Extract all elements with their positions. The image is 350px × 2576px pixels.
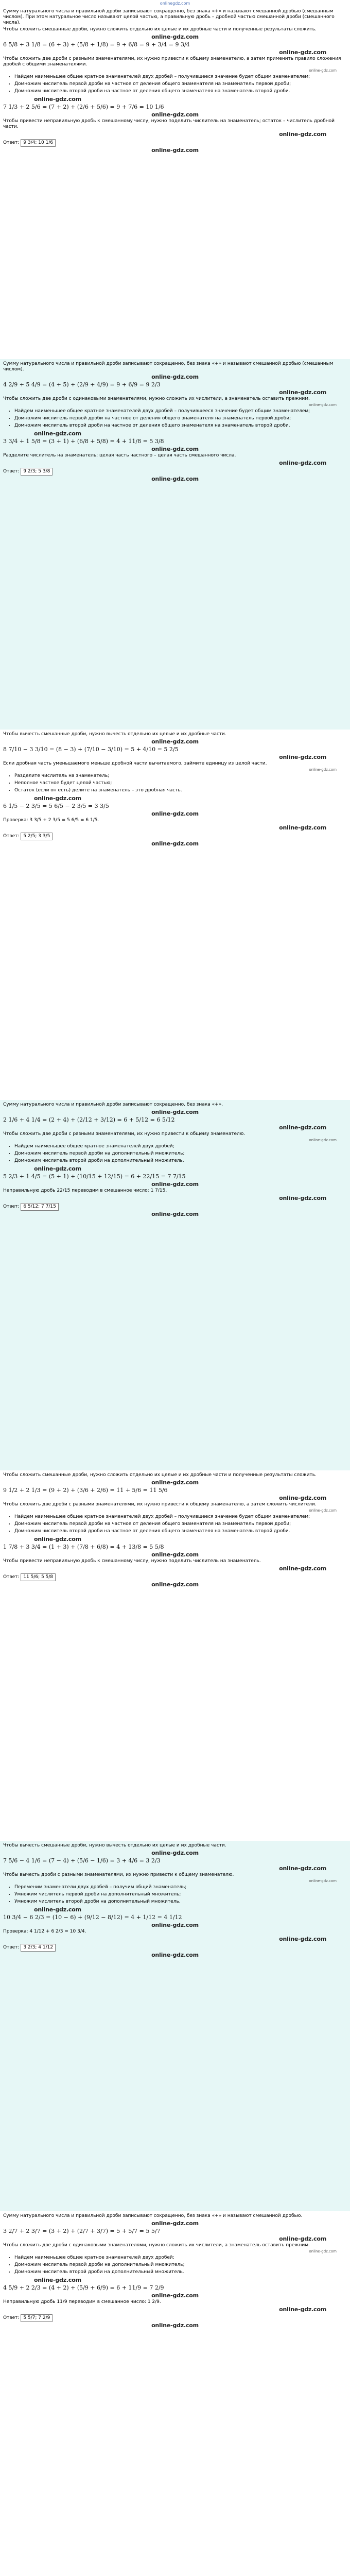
steps-list [3,773,347,793]
list-item: • Найдем наименьшее общее кратное знаменателей двух дробей – получившееся значение будет общим знаменателем; [14,409,347,414]
watermark: online-gdz.com [279,131,326,138]
solution-section [0,359,350,730]
list-item: • Умножим числитель второй дроби на дополнительный множитель. [14,1899,347,1905]
watermark: online-gdz.com [151,840,199,847]
watermark: online-gdz.com [151,1109,199,1115]
watermark: online-gdz.com [151,1922,199,1928]
watermark: online-gdz.com [151,2292,199,2299]
list-item: • Переменим знаменатели двух дробей – получим общий знаменатель; [14,1885,347,1890]
answer-label: Ответ: [3,2315,20,2320]
list-item: • Неполное частное будет целой частью; [14,781,347,786]
site-header[interactable]: onlinegdz.com [160,1,190,6]
watermark: online-gdz.com [34,96,81,103]
answer-label: Ответ: [3,1574,20,1580]
watermark-small: online-gdz.com [309,1879,337,1883]
rule-paragraph: Чтобы сложить две дроби с разными знаменателями, их нужно привести к общему знаменателю, а затем применить правило сложения дробей с общими знаменателями. [3,56,341,67]
list-item: • Домножим числитель второй дроби на частное от деления общего знаменателя на знаменатель второй дроби. [14,1529,347,1534]
steps-list [3,1144,347,1164]
list-item: • Умножим числитель первой дроби на дополнительный множитель; [14,1892,347,1897]
rule-paragraph: Чтобы сложить две дроби с одинаковыми знаменателями, нужно сложить их числители, а знаменатель оставить прежним. [3,396,310,401]
watermark: online-gdz.com [151,738,199,745]
steps-list [3,1514,347,1534]
watermark: online-gdz.com [151,374,199,380]
watermark: online-gdz.com [34,795,81,802]
watermark: online-gdz.com [151,1952,199,1958]
watermark-small: online-gdz.com [309,1509,337,1513]
solution-section [0,1470,350,1841]
answer-line [3,139,347,147]
list-item: • Домножим числитель второй дроби на дополнительный множитель. [14,2269,347,2275]
outro-paragraph: Чтобы привести неправильную дробь к смешанному числу, нужно поделить числитель на знаменатель. [3,1558,261,1564]
answer-line [3,1203,347,1211]
outro-paragraph: Разделите числитель на знаменатель; целая часть частного – целая часть смешанного числа. [3,453,236,458]
solution-section [0,2211,350,2576]
solution-section [0,1841,350,2211]
answer-box: 5 2/5; 3 3/5 [21,833,52,840]
solution-section [0,1100,350,1470]
steps-list [3,74,347,94]
math-expression: 5 2/3 + 1 4/5 = (5 + 1) + (10/15 + 12/15) = 6 + 22/15 = 7 7/15 [3,1173,186,1180]
task-paragraph: Чтобы сложить смешанные дроби, нужно сложить отдельно их целые и их дробные части и полученные результаты сложить. [3,27,317,32]
list-item: • Домножим числитель первой дроби на дополнительный множитель; [14,2262,347,2268]
answer-label: Ответ: [3,834,20,839]
intro-paragraph: Сумму натурального числа и правильной дроби записывают сокращенно, без знака «+» и называют смешанной дробью (смешанным числом). При этом натуральное число называют целой частью, а правильную дробь – дробной частью смешанной дроби (смешанного числа). [3,9,335,25]
math-expression: 10 3/4 − 6 2/3 = (10 − 6) + (9/12 − 8/12) = 4 + 1/12 = 4 1/12 [3,1914,182,1921]
list-item: • Найдем наименьшее общее кратное знаменателей двух дробей; [14,2255,347,2261]
watermark: online-gdz.com [34,1165,81,1172]
watermark-small: online-gdz.com [309,2249,337,2253]
answer-box: 11 5/6; 5 5/8 [21,1573,56,1581]
answer-label: Ответ: [3,469,20,474]
list-item: • Остаток (если он есть) делите на знаменатель – это дробная часть. [14,788,347,793]
math-expression: 2 1/6 + 4 1/4 = (2 + 4) + (2/12 + 3/12) = 6 + 5/12 = 6 5/12 [3,1116,175,1123]
sections-container [0,7,350,2576]
list-item: • Домножим числитель первой дроби на дополнительный множитель; [14,1151,347,1157]
rule-paragraph: Чтобы сложить две дроби с одинаковыми знаменателями, нужно сложить их числители, а знаменатель оставить прежним. [3,2243,310,2248]
math-expression: 9 1/2 + 2 1/3 = (9 + 2) + (3/6 + 2/6) = 11 + 5/6 = 11 5/6 [3,1487,168,1494]
answer-line [3,468,347,476]
watermark: online-gdz.com [151,446,199,452]
answer-box: 5 5/7; 7 2/9 [21,2314,52,2322]
math-expression: 7 5/6 − 4 1/6 = (7 − 4) + (5/6 − 1/6) = 3 + 4/6 = 3 2/3 [3,1857,161,1864]
watermark: online-gdz.com [279,2306,326,2313]
answer-label: Ответ: [3,140,20,145]
steps-list [3,409,347,429]
watermark: online-gdz.com [279,1865,326,1872]
watermark: online-gdz.com [279,824,326,831]
math-expression: 3 3/4 + 1 5/8 = (3 + 1) + (6/8 + 5/8) = 4 + 11/8 = 5 3/8 [3,438,164,445]
math-expression: 1 7/8 + 3 3/4 = (1 + 3) + (7/8 + 6/8) = 4 + 13/8 = 5 5/8 [3,1544,164,1550]
watermark: online-gdz.com [151,33,199,40]
watermark: online-gdz.com [34,430,81,437]
task-paragraph: Чтобы вычесть смешанные дроби, нужно вычесть отдельно их целые и их дробные части. [3,1843,226,1848]
answer-line [3,833,347,840]
watermark: online-gdz.com [151,1581,199,1588]
list-item: • Домножим числитель первой дроби на частное от деления общего знаменателя на знаменатель первой дроби; [14,416,347,421]
math-expression: 4 2/9 + 5 4/9 = (4 + 5) + (2/9 + 4/9) = 9 + 6/9 = 9 2/3 [3,381,161,388]
steps-list [3,1885,347,1905]
watermark: online-gdz.com [279,1495,326,1501]
outro-paragraph: Проверка: 4 1/12 + 6 2/3 = 10 3/4. [3,1929,86,1934]
watermark: online-gdz.com [279,754,326,760]
watermark: online-gdz.com [279,1195,326,1201]
watermark: online-gdz.com [279,2235,326,2242]
list-item: • Найдем наименьшее общее кратное знаменателей двух дробей – получившееся значение будет общим знаменателем; [14,1514,347,1520]
math-expression: 4 5/9 + 2 2/3 = (4 + 2) + (5/9 + 6/9) = 6 + 11/9 = 7 2/9 [3,2284,164,2291]
rule-paragraph: Чтобы вычесть дроби с разными знаменателями, их нужно привести к общему знаменателю. [3,1872,234,1877]
outro-paragraph: Чтобы привести неправильную дробь к смешанному числу, нужно поделить числитель на знаменатель; остаток – числитель дробной части. [3,118,335,129]
watermark: online-gdz.com [151,1181,199,1188]
list-item: • Найдем наименьшее общее кратное знаменателей двух дробей; [14,1144,347,1149]
watermark: online-gdz.com [34,2277,81,2283]
watermark: online-gdz.com [34,1536,81,1543]
answer-box: 3 2/3; 4 1/12 [21,1944,56,1952]
answer-box: 9 2/3; 5 3/8 [21,468,52,476]
watermark: online-gdz.com [279,1124,326,1131]
answer-line [3,1573,347,1581]
outro-paragraph: Неправильную дробь 22/15 переводим в смешанное число: 1 7/15. [3,1188,167,1193]
answer-box: 6 5/12; 7 7/15 [21,1203,59,1211]
task-paragraph: Сумму натурального числа и правильной дроби записывают сокращенно, без знака «+» и называют смешанной дробью (смешанным числом). [3,361,334,372]
answer-label: Ответ: [3,1945,20,1950]
watermark: online-gdz.com [151,2322,199,2329]
task-paragraph: Чтобы вычесть смешанные дроби, нужно вычесть отдельно их целые и их дробные части. [3,732,226,737]
watermark: online-gdz.com [151,111,199,118]
watermark: online-gdz.com [279,49,326,56]
watermark: online-gdz.com [151,810,199,817]
solution-section [0,730,350,1100]
math-expression: 6 1/5 − 2 3/5 = 5 6/5 − 2 3/5 = 3 3/5 [3,803,109,809]
answer-label: Ответ: [3,1204,20,1209]
list-item: • Домножим числитель первой дроби на частное от деления общего знаменателя на знаменатель первой дроби; [14,1521,347,1527]
list-item: • Домножим числитель первой дроби на частное от деления общего знаменателя на знаменатель первой дроби; [14,81,347,87]
outro-paragraph: Проверка: 3 3/5 + 2 3/5 = 5 6/5 = 6 1/5. [3,818,99,823]
rule-paragraph: Если дробная часть уменьшаемого меньше дробной части вычитаемого, займите единицу из целой части. [3,761,267,766]
watermark: online-gdz.com [279,389,326,396]
steps-list [3,2255,347,2275]
watermark: online-gdz.com [279,460,326,466]
list-item: • Домножим числитель второй дроби на частное от деления общего знаменателя на знаменатель второй дроби. [14,423,347,429]
watermark-small: online-gdz.com [309,768,337,772]
watermark-small: online-gdz.com [309,403,337,407]
answer-line [3,2314,347,2322]
rule-paragraph: Чтобы сложить две дроби с разными знаменателями, их нужно привести к общему знаменателю. [3,1131,246,1137]
rule-paragraph: Чтобы сложить две дроби с разными знаменателями, их нужно привести к общему знаменателю, а затем сложить числители. [3,1502,317,1507]
math-expression: 8 7/10 − 3 3/10 = (8 − 3) + (7/10 − 3/10) = 5 + 4/10 = 5 2/5 [3,746,179,753]
math-expression: 3 2/7 + 2 3/7 = (3 + 2) + (2/7 + 3/7) = 5 + 5/7 = 5 5/7 [3,2228,161,2234]
answer-box: 9 3/4; 10 1/6 [21,139,56,147]
watermark: online-gdz.com [279,1565,326,1572]
solution-section [0,7,350,359]
math-expression: 6 5/8 + 3 1/8 = (6 + 3) + (5/8 + 1/8) = 9 + 6/8 = 9 + 3/4 = 9 3/4 [3,41,190,48]
watermark: online-gdz.com [151,476,199,482]
watermark: online-gdz.com [279,1936,326,1942]
task-paragraph: Чтобы сложить смешанные дроби, нужно сложить отдельно их целые и их дробные части и полученные результаты сложить. [3,1472,317,1478]
watermark: online-gdz.com [151,1551,199,1558]
list-item: • Домножим числитель второй дроби на дополнительный множитель. [14,1158,347,1164]
watermark: online-gdz.com [151,1850,199,1856]
watermark-small: online-gdz.com [309,69,337,73]
list-item: • Найдем наименьшее общее кратное знаменателей двух дробей – получившееся значение будет общим знаменателем; [14,74,347,80]
watermark: online-gdz.com [151,2220,199,2227]
task-paragraph: Сумму натурального числа и правильной дроби записывают сокращенно, без знака «+». [3,1102,223,1107]
watermark: online-gdz.com [151,1479,199,1486]
math-expression: 7 1/3 + 2 5/6 = (7 + 2) + (2/6 + 5/6) = 9 + 7/6 = 10 1/6 [3,104,164,110]
outro-paragraph: Неправильную дробь 11/9 переводим в смешанное число: 1 2/9. [3,2299,161,2304]
watermark: online-gdz.com [151,1211,199,1217]
watermark: online-gdz.com [34,1906,81,1913]
list-item: • Разделите числитель на знаменатель; [14,773,347,779]
watermark-small: online-gdz.com [309,1138,337,1142]
watermark: online-gdz.com [151,147,199,154]
task-paragraph: Сумму натурального числа и правильной дроби записывают сокращенно, без знака «+» и называют смешанной дробью. [3,2213,303,2218]
answer-line [3,1944,347,1952]
list-item: • Домножим числитель второй дроби на частное от деления общего знаменателя на знаменатель второй дроби. [14,89,347,94]
